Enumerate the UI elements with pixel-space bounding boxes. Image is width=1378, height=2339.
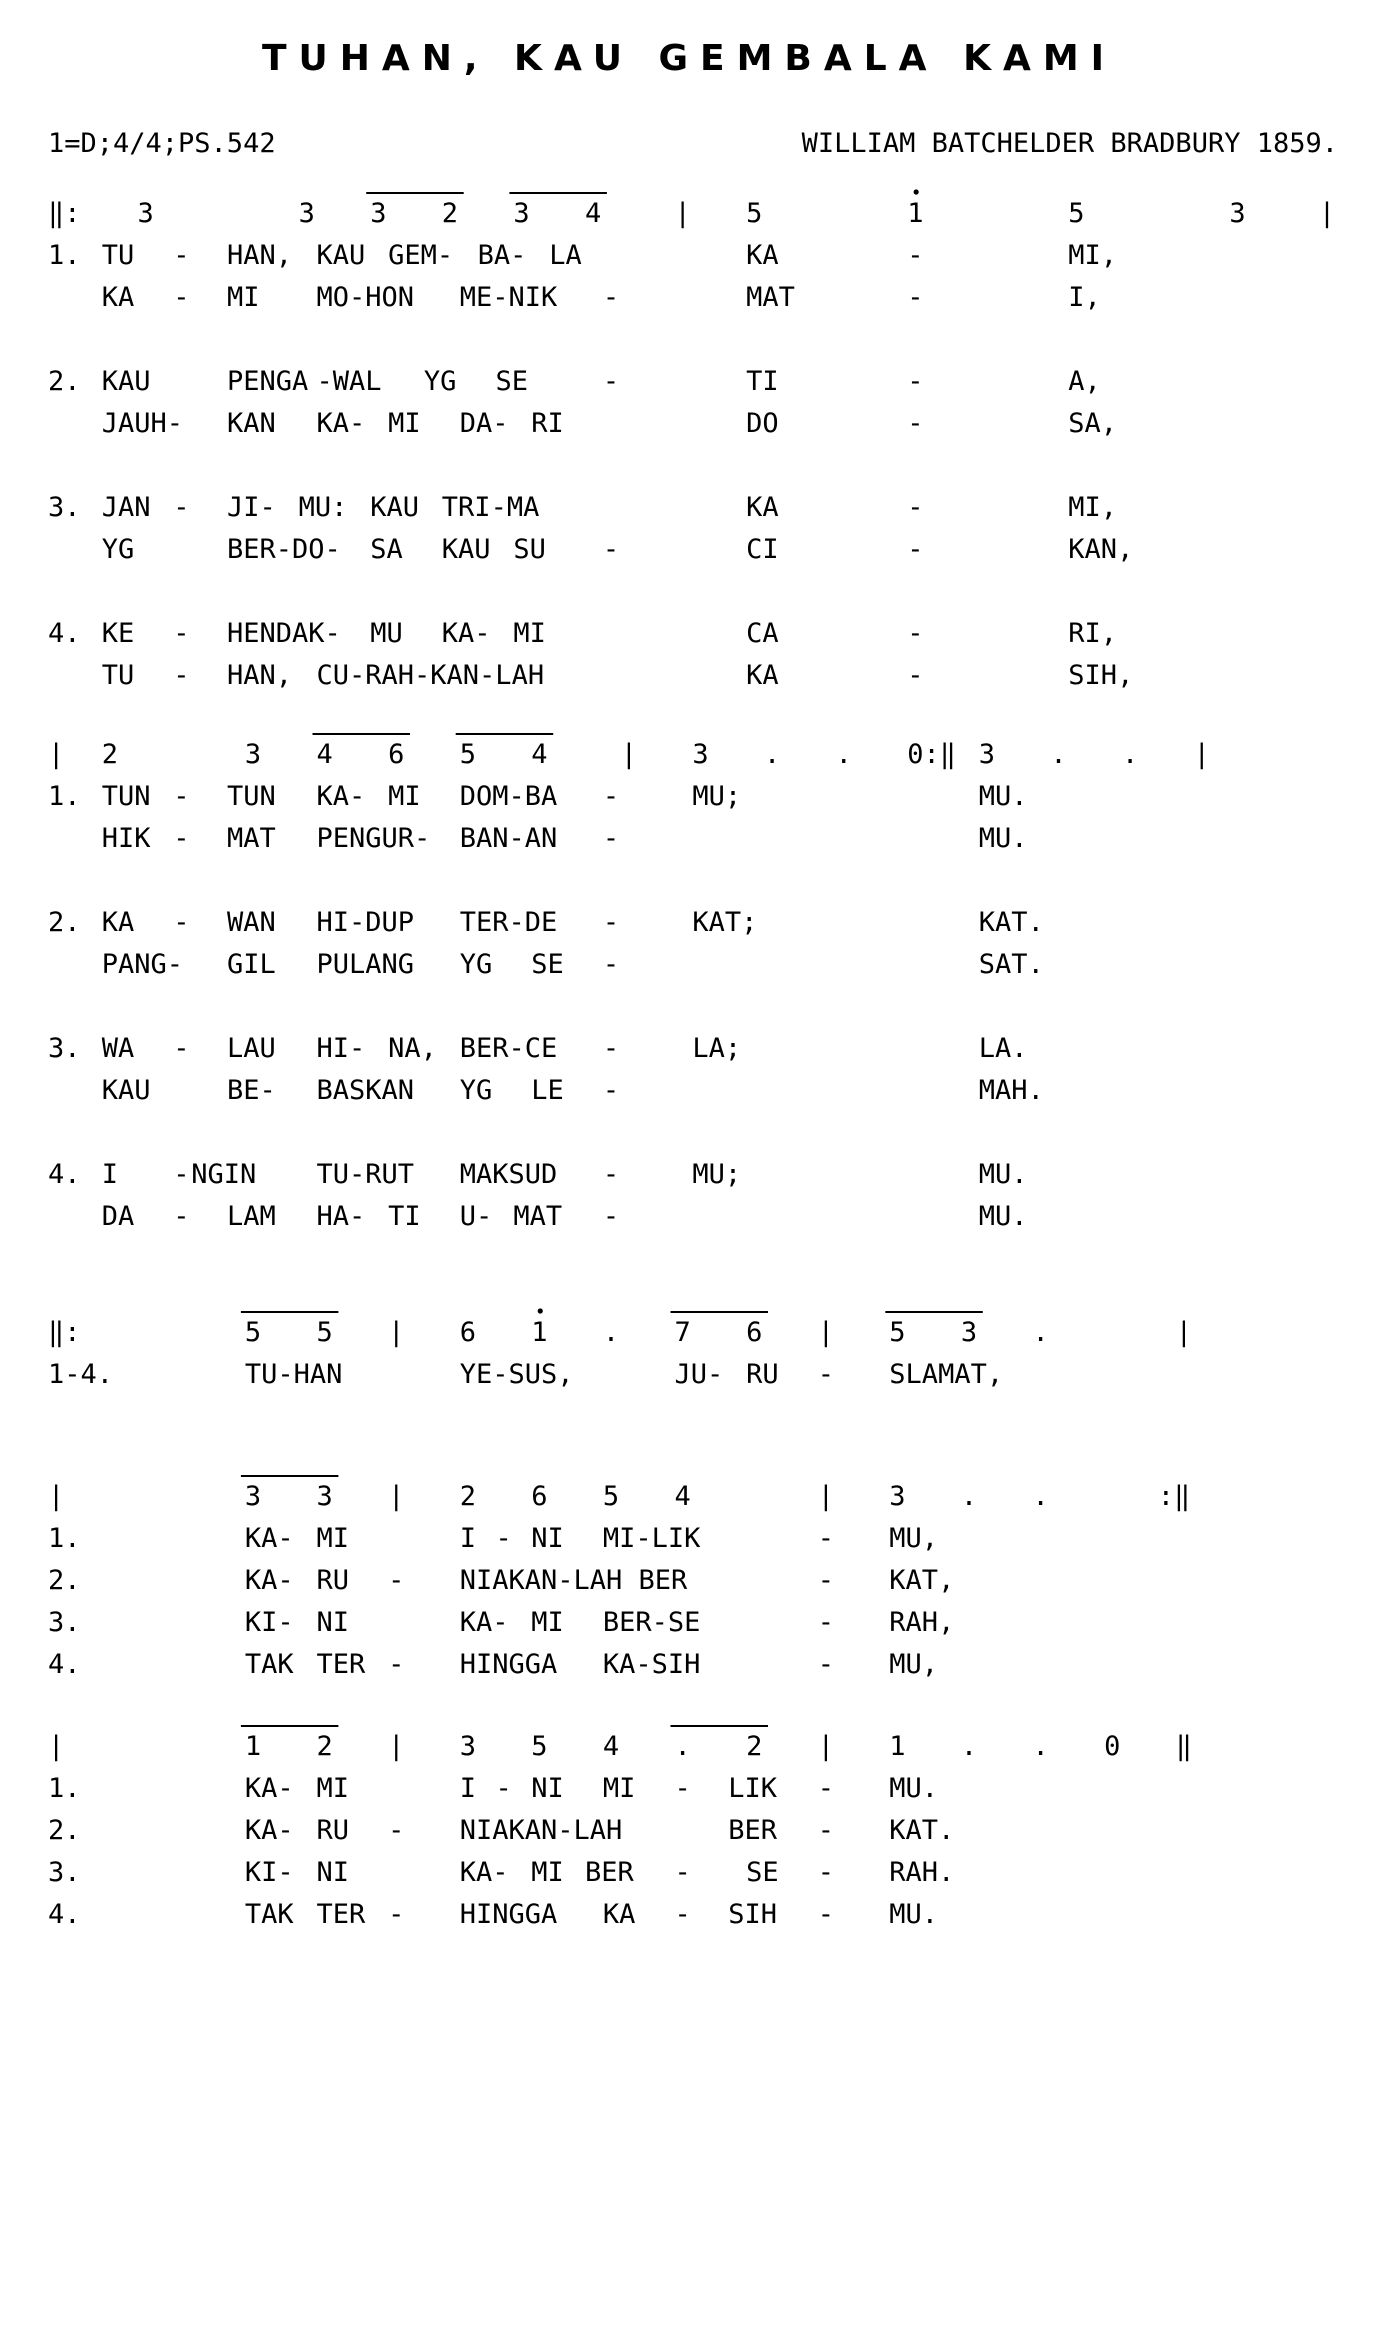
lyric-syllable: MU. [889, 1773, 939, 1804]
notation-symbol: | [1175, 1317, 1192, 1348]
lyric-syllable: HAN, [227, 660, 293, 691]
lyric-syllable: DOM-BA [459, 781, 558, 812]
lyric-syllable: KA-SIH [602, 1649, 701, 1680]
notation-symbol: | [817, 1731, 834, 1762]
lyric-syllable: - [674, 1899, 691, 1930]
lyric-syllable: - [388, 1815, 405, 1846]
lyric-syllable: TAK [244, 1899, 294, 1930]
notation-symbol: 2 [316, 1731, 333, 1762]
lyric-syllable: PULANG [316, 949, 415, 980]
key-signature: 1=D;4/4;PS.542 [48, 128, 276, 159]
lyric-syllable: HINGGA [459, 1649, 558, 1680]
lyric-syllable: KA [602, 1899, 636, 1930]
lyric-syllable: - [173, 240, 190, 271]
notation-symbol: 5 [746, 198, 763, 229]
notation-symbol: 1 [889, 1731, 906, 1762]
lyric-syllable: KA- [316, 781, 366, 812]
lyric-syllable: MO-HON [316, 282, 415, 313]
lyric-syllable: - [602, 366, 620, 397]
lyric-syllable: WA [101, 1033, 135, 1064]
lyric-syllable: RI [531, 408, 564, 439]
lyric-syllable: JU- [674, 1359, 724, 1390]
lyric-syllable: TU-HAN [244, 1359, 343, 1390]
notation-symbol: 5 [459, 739, 476, 770]
lyric-syllable: SA [370, 534, 403, 565]
lyric-syllable: NI [316, 1607, 350, 1638]
notation-symbol: 3 [137, 198, 154, 229]
verse-number: 2. [48, 366, 81, 397]
notation-symbol: | [48, 1731, 65, 1762]
lyric-syllable: A, [1068, 366, 1101, 397]
lyric-syllable: - [602, 282, 620, 313]
notation-symbol: . [1032, 1317, 1049, 1348]
lyric-syllable: MI [316, 1523, 350, 1554]
lyric-syllable: KA [746, 492, 779, 523]
lyric-syllable: GEM- [388, 240, 454, 271]
lyric-syllable: NIAKAN-LAH [459, 1815, 623, 1846]
lyric-syllable: KA- [244, 1773, 294, 1804]
lyric-syllable: - [388, 1899, 405, 1930]
lyric-syllable: KA- [459, 1857, 509, 1888]
notation-symbol: :‖ [1157, 1481, 1191, 1512]
verse-number: 3. [48, 1857, 81, 1888]
notation-symbol: 6 [531, 1481, 548, 1512]
lyric-syllable: - [602, 1033, 620, 1064]
composer-credit: WILLIAM BATCHELDER BRADBURY 1859. [801, 128, 1338, 159]
lyric-syllable: - [817, 1857, 834, 1888]
lyric-syllable: TER-DE [459, 907, 558, 938]
verse-number: 2. [48, 1565, 81, 1596]
lyric-syllable: WAN [227, 907, 276, 938]
lyric-syllable: - [602, 781, 620, 812]
lyric-syllable: NI [531, 1773, 564, 1804]
lyric-syllable: MI [227, 282, 260, 313]
lyric-syllable: DA [101, 1201, 135, 1232]
lyric-syllable: MU. [978, 823, 1028, 854]
lyric-syllable: KAT. [978, 907, 1044, 938]
lyric-syllable: MI [316, 1773, 350, 1804]
notation-symbol: 1 [531, 1317, 548, 1348]
notation-symbol: 3 [459, 1731, 476, 1762]
high-octave-dot [538, 1308, 543, 1313]
lyric-syllable: KI- [244, 1607, 294, 1638]
lyric-syllable: - [388, 1649, 405, 1680]
lyric-syllable: - [602, 949, 620, 980]
lyric-syllable: BAN-AN [459, 823, 558, 854]
notation-symbol: . [764, 739, 781, 770]
notation-symbol: 6 [388, 739, 405, 770]
lyric-syllable: ME-NIK [459, 282, 558, 313]
high-octave-dot [914, 189, 919, 194]
verse-number: 3. [48, 492, 81, 523]
lyric-syllable: NGIN [191, 1159, 257, 1190]
lyric-syllable: HIK [101, 823, 151, 854]
lyric-syllable: - [817, 1565, 834, 1596]
lyric-syllable: RU [316, 1815, 350, 1846]
notation-symbol: | [1318, 198, 1336, 229]
lyric-syllable: JAUH- [101, 408, 183, 439]
verse-number: 1. [48, 781, 81, 812]
lyric-syllable: BASKAN [316, 1075, 415, 1106]
notation-symbol: | [674, 198, 691, 229]
verse-number: 4. [48, 618, 81, 649]
verse-number: 2. [48, 1815, 81, 1846]
lyric-syllable: SLAMAT, [889, 1359, 1004, 1390]
lyric-syllable: TER [316, 1899, 366, 1930]
notation-symbol: 3 [889, 1481, 906, 1512]
notation-symbol: | [1193, 739, 1210, 770]
notation-symbol: 3 [244, 739, 262, 770]
lyric-syllable: RU [316, 1565, 350, 1596]
notation-symbol: 0 [1104, 1731, 1121, 1762]
notation-symbol: 5 [889, 1317, 906, 1348]
verse-number: 2. [48, 907, 81, 938]
lyric-syllable: NI [531, 1523, 564, 1554]
lyric-syllable: - [817, 1607, 834, 1638]
lyric-syllable: KAT, [889, 1565, 955, 1596]
notation-symbol: | [48, 739, 65, 770]
notation-symbol: 3 [370, 198, 387, 229]
notation-symbol: 3 [960, 1317, 978, 1348]
lyric-syllable: KA- [316, 408, 366, 439]
lyric-syllable: BE- [227, 1075, 276, 1106]
lyric-syllable: HENDAK- [227, 618, 341, 649]
notation-symbol: | [48, 1481, 65, 1512]
verse-number: 4. [48, 1899, 81, 1930]
lyric-syllable: HAN, [227, 240, 293, 271]
lyric-syllable: - [602, 823, 620, 854]
lyric-syllable: - [173, 660, 190, 691]
lyric-syllable: - [817, 1359, 834, 1390]
lyric-syllable: - [817, 1773, 834, 1804]
lyric-syllable: - [907, 618, 924, 649]
lyric-syllable: BER [728, 1815, 777, 1846]
lyric-syllable: KAU [101, 1075, 151, 1106]
lyric-syllable: - [388, 1565, 405, 1596]
lyric-syllable: YG [423, 366, 457, 397]
notation-symbol: 4 [585, 198, 602, 229]
notation-symbol: 4 [602, 1731, 620, 1762]
verse-number: 3. [48, 1607, 81, 1638]
lyric-syllable: - [817, 1815, 834, 1846]
notation-symbol: . [1032, 1731, 1049, 1762]
lyric-syllable: MU, [889, 1649, 939, 1680]
notation-symbol: | [817, 1317, 834, 1348]
lyric-syllable: KA- [244, 1565, 294, 1596]
lyric-syllable: NA, [388, 1033, 437, 1064]
notation-symbol: 5 [244, 1317, 262, 1348]
verse-number: 1. [48, 1773, 81, 1804]
lyric-syllable: RAH. [889, 1857, 955, 1888]
lyric-syllable: YE-SUS, [459, 1359, 574, 1390]
notation-symbol: 6 [746, 1317, 763, 1348]
lyric-syllable: KAN [227, 408, 276, 439]
lyric-syllable: MI [531, 1857, 564, 1888]
lyric-syllable: - [602, 1075, 620, 1106]
lyric-syllable: CI [746, 534, 779, 565]
notation-symbol: . [1050, 739, 1067, 770]
lyric-syllable: KAN, [1068, 534, 1134, 565]
verse-number: 1. [48, 240, 81, 271]
notation-symbol: 5 [602, 1481, 620, 1512]
notation-symbol: 1 [907, 198, 924, 229]
lyric-syllable: MI [531, 1607, 564, 1638]
lyric-syllable: SE [746, 1857, 779, 1888]
notation-symbol: 3 [316, 1481, 333, 1512]
lyric-syllable: SAT. [978, 949, 1044, 980]
lyric-syllable: - [907, 408, 924, 439]
notation-symbol: ‖: [48, 1317, 81, 1348]
lyric-syllable: KA- [441, 618, 491, 649]
notation-symbol: 5 [531, 1731, 548, 1762]
notation-symbol: 2 [459, 1481, 476, 1512]
lyric-syllable: BER-CE [459, 1033, 558, 1064]
lyric-syllable: TAK [244, 1649, 294, 1680]
notation-symbol: 2 [441, 198, 459, 229]
lyric-syllable: BER-DO- [227, 534, 341, 565]
lyric-syllable: MU. [978, 1201, 1028, 1232]
lyric-syllable: - [602, 534, 620, 565]
lyric-syllable: - [173, 1033, 190, 1064]
lyric-syllable: - [907, 240, 924, 271]
lyric-syllable: MAKSUD [459, 1159, 558, 1190]
notation-symbol: 3 [513, 198, 530, 229]
notation-symbol: 4 [674, 1481, 691, 1512]
lyric-syllable: LA. [978, 1033, 1028, 1064]
lyric-syllable: - [173, 282, 190, 313]
lyric-syllable: MI, [1068, 240, 1118, 271]
notation-symbol: . [602, 1317, 620, 1348]
lyric-syllable: HI- [316, 1033, 366, 1064]
lyric-syllable: KAU [441, 534, 491, 565]
lyric-syllable: GIL [227, 949, 276, 980]
lyric-syllable: TI [388, 1201, 421, 1232]
lyric-syllable: - [907, 282, 924, 313]
lyric-syllable: RAH, [889, 1607, 955, 1638]
notation-symbol: 5 [316, 1317, 333, 1348]
lyric-syllable: - [907, 492, 924, 523]
notation-symbol: | [620, 739, 638, 770]
lyric-syllable: RU [746, 1359, 779, 1390]
lyric-syllable: LIK [728, 1773, 777, 1804]
lyric-syllable: KA- [244, 1523, 294, 1554]
lyric-syllable: MU [370, 618, 403, 649]
lyric-syllable: - [817, 1899, 834, 1930]
lyric-syllable: TU [101, 240, 135, 271]
lyric-syllable: DO [746, 408, 779, 439]
notation-symbol: 3 [1229, 198, 1246, 229]
notation-symbol: 4 [531, 739, 548, 770]
verse-number: 1. [48, 1523, 81, 1554]
lyric-syllable: KAT. [889, 1815, 955, 1846]
notation-symbol: 3 [978, 739, 996, 770]
lyric-syllable: MU. [889, 1899, 939, 1930]
lyric-syllable: KA [101, 907, 135, 938]
lyric-syllable: CU-RAH-KAN-LAH [316, 660, 545, 691]
notation-symbol: 2 [746, 1731, 763, 1762]
lyric-syllable: - [602, 1201, 620, 1232]
lyric-syllable: MAT [227, 823, 276, 854]
lyric-syllable: - [907, 534, 924, 565]
lyric-syllable: LA; [692, 1033, 742, 1064]
lyric-syllable: MU; [692, 781, 742, 812]
notation-symbol: . [960, 1731, 978, 1762]
lyric-syllable: KI- [244, 1857, 294, 1888]
lyric-syllable: - [173, 492, 190, 523]
lyric-syllable: KA- [244, 1815, 294, 1846]
lyric-syllable: -WAL [316, 366, 382, 397]
lyric-syllable: YG [459, 1075, 493, 1106]
lyric-syllable: SA, [1068, 408, 1118, 439]
lyric-syllable: RI, [1068, 618, 1118, 649]
lyric-syllable: BA- [477, 240, 527, 271]
notation-symbol: . [1122, 739, 1139, 770]
lyric-syllable: MAT [746, 282, 795, 313]
lyric-syllable: YG [459, 949, 493, 980]
lyric-syllable: CA [746, 618, 779, 649]
lyric-syllable: MU. [978, 1159, 1028, 1190]
lyric-syllable: MAT [513, 1201, 563, 1232]
lyric-syllable: I, [1068, 282, 1101, 313]
lyric-syllable: - [173, 618, 190, 649]
lyric-syllable: HI-DUP [316, 907, 415, 938]
notation-symbol: 1 [244, 1731, 262, 1762]
lyric-syllable: KA- [459, 1607, 509, 1638]
lyric-syllable: MI-LIK [602, 1523, 701, 1554]
lyric-syllable: TU-RUT [316, 1159, 415, 1190]
lyric-syllable: JAN [101, 492, 151, 523]
notation-symbol: 3 [298, 198, 315, 229]
lyric-syllable: JI- [227, 492, 276, 523]
lyric-syllable: - [495, 1773, 512, 1804]
notation-symbol: . [960, 1481, 978, 1512]
lyric-syllable: - [173, 1201, 190, 1232]
lyric-syllable: SIH, [1068, 660, 1134, 691]
lyric-syllable: I [459, 1523, 476, 1554]
notation-symbol: . [1032, 1481, 1049, 1512]
notation-symbol: . [835, 739, 852, 770]
lyric-syllable: TRI-MA [441, 492, 540, 523]
lyric-syllable: KAU [316, 240, 366, 271]
lyric-syllable: - [674, 1773, 691, 1804]
notation-symbol: | [388, 1481, 405, 1512]
lyric-syllable: MI, [1068, 492, 1118, 523]
lyric-syllable: - [674, 1857, 691, 1888]
lyric-syllable: MAH. [978, 1075, 1044, 1106]
verse-number: 4. [48, 1159, 81, 1190]
lyric-syllable: U- [459, 1201, 493, 1232]
lyric-syllable: TUN [227, 781, 276, 812]
lyric-syllable: HINGGA [459, 1899, 558, 1930]
notation-symbol: 6 [459, 1317, 476, 1348]
lyric-syllable: KAU [101, 366, 151, 397]
notation-symbol: ‖: [48, 198, 81, 229]
lyric-syllable: KA [746, 660, 779, 691]
lyric-syllable: KA [101, 282, 135, 313]
lyric-syllable: TU [101, 660, 135, 691]
lyric-syllable: YG [101, 534, 135, 565]
lyric-syllable: LA [549, 240, 582, 271]
notation-symbol: | [817, 1481, 834, 1512]
notation-symbol: | [388, 1317, 405, 1348]
verse-number: 4. [48, 1649, 81, 1680]
lyric-syllable: KAU [370, 492, 419, 523]
lyric-syllable: MU. [978, 781, 1028, 812]
lyric-syllable: MU: [298, 492, 348, 523]
lyric-syllable: MU, [889, 1523, 939, 1554]
lyric-syllable: SE [495, 366, 529, 397]
notation-symbol: 4 [316, 739, 333, 770]
lyric-syllable: SE [531, 949, 564, 980]
notation-symbol: 7 [674, 1317, 691, 1348]
verse-number: 3. [48, 1033, 81, 1064]
lyric-syllable: MI [602, 1773, 636, 1804]
lyric-syllable: MI [513, 618, 546, 649]
notation-symbol: 5 [1068, 198, 1085, 229]
lyric-syllable: - [173, 823, 190, 854]
lyric-syllable: TER [316, 1649, 366, 1680]
notation-symbol: 2 [101, 739, 118, 770]
notation-symbol: 3 [244, 1481, 262, 1512]
lyric-syllable: - [602, 1159, 620, 1190]
notation-symbol: 3 [692, 739, 709, 770]
lyric-syllable: KAT; [692, 907, 758, 938]
lyric-syllable: BER-SE [602, 1607, 701, 1638]
lyric-syllable: - [817, 1649, 834, 1680]
lyric-syllable: - [173, 907, 190, 938]
lyric-syllable: MI [388, 781, 421, 812]
lyric-syllable: LAU [227, 1033, 276, 1064]
lyric-syllable: LE [531, 1075, 564, 1106]
lyric-syllable: LAM [227, 1201, 276, 1232]
lyric-syllable: KE [101, 618, 135, 649]
lyric-syllable: - [602, 907, 620, 938]
lyric-syllable: I [101, 1159, 118, 1190]
lyric-syllable: TUN [101, 781, 151, 812]
notation-symbol: . [674, 1731, 691, 1762]
lyric-syllable: - [907, 660, 924, 691]
lyric-syllable: DA- [459, 408, 509, 439]
lyric-syllable: - [173, 781, 190, 812]
lyric-syllable: PENGUR- [316, 823, 431, 854]
lyric-syllable: PANG- [101, 949, 183, 980]
lyric-syllable: NI [316, 1857, 350, 1888]
lyric-syllable: MI [388, 408, 421, 439]
lyric-syllable: HA- [316, 1201, 366, 1232]
lyric-syllable: SIH [728, 1899, 777, 1930]
lyric-syllable: I [459, 1773, 476, 1804]
lyric-syllable: KA [746, 240, 779, 271]
notation-symbol: | [388, 1731, 405, 1762]
notation-symbol: ‖ [1175, 1731, 1192, 1762]
lyric-syllable: BER [585, 1857, 634, 1888]
lyric-syllable: - [173, 1159, 190, 1190]
lyric-syllable: NIAKAN-LAH BER [459, 1565, 688, 1596]
lyric-syllable: - [495, 1523, 512, 1554]
hymn-title: TUHAN, KAU GEMBALA KAMI [261, 38, 1117, 79]
lyric-syllable: TI [746, 366, 779, 397]
lyric-syllable: PENGA [227, 366, 309, 397]
lyric-syllable: SU [513, 534, 546, 565]
notation-symbol: 0:‖ [907, 739, 956, 770]
lyric-syllable: MU; [692, 1159, 742, 1190]
lyric-syllable: - [907, 366, 924, 397]
lyric-syllable: - [817, 1523, 834, 1554]
verse-number: 1-4. [48, 1359, 114, 1390]
